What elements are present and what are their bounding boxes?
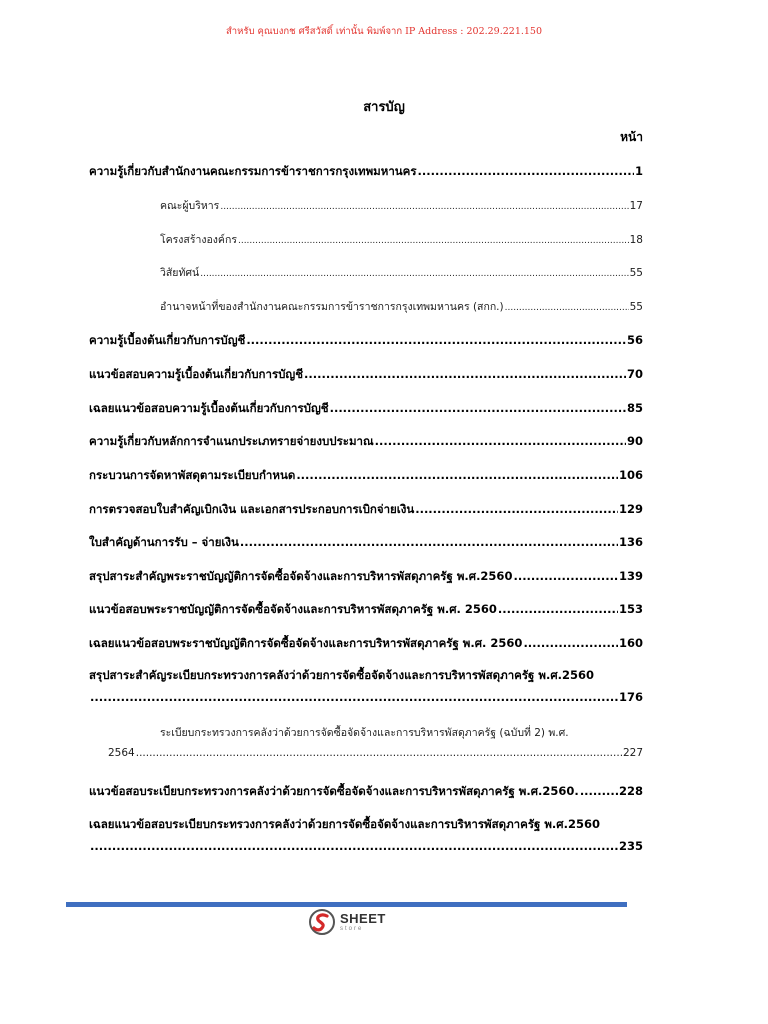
- toc-entry[interactable]: [89, 839, 643, 853]
- toc-entry-page: 136: [618, 535, 643, 549]
- toc-entry[interactable]: [89, 635, 643, 653]
- toc-entry-page: 55: [629, 267, 643, 279]
- dot-leader: [296, 468, 618, 482]
- toc-entry-label: วิสัยทัศน์: [160, 267, 200, 279]
- dot-leader: [330, 401, 626, 415]
- toc-entry[interactable]: [89, 400, 643, 418]
- dot-leader: [240, 535, 618, 549]
- dot-leader: [415, 502, 618, 516]
- dot-leader: [418, 164, 634, 178]
- sheet-store-logo: [308, 908, 408, 936]
- dot-leader: [580, 784, 618, 798]
- toc-entry-label: ความรู้เกี่ยวกับหลักการจำแนกประเภทรายจ่ายงบประมาณ: [89, 434, 374, 448]
- toc-entry-page: 153: [618, 602, 643, 616]
- toc-entry-page: 106: [618, 468, 643, 482]
- toc-entry-page: 228: [618, 784, 643, 798]
- toc-entry-page: 56: [626, 333, 643, 347]
- dot-leader: [90, 839, 618, 853]
- page-column-header: หน้า: [620, 130, 643, 144]
- toc-entry-label[interactable]: ระเบียบกระทรวงการคลังว่าด้วยการจัดซื้อจัดจ้างและการบริหารพัสดุภาครัฐ (ฉบับที่ 2) พ.ศ.: [160, 727, 569, 739]
- toc-entry-page: 1: [634, 164, 643, 178]
- toc-entry-page: 176: [618, 690, 643, 704]
- toc-entry-page: 235: [618, 839, 643, 853]
- toc-entry[interactable]: [89, 501, 643, 519]
- toc-entry-label: สรุปสาระสำคัญพระราชบัญญัติการจัดซื้อจัดจ้างและการบริหารพัสดุภาครัฐ พ.ศ.2560: [89, 569, 513, 583]
- dot-leader: [238, 234, 629, 246]
- toc-entry-label: แนวข้อสอบความรู้เบื้องต้นเกี่ยวกับการบัญชี: [89, 367, 304, 381]
- toc-entry-label: เฉลยแนวข้อสอบความรู้เบื้องต้นเกี่ยวกับการบัญชี: [89, 401, 329, 415]
- sheet-logo-icon: [308, 908, 336, 936]
- dot-leader: [505, 301, 629, 313]
- toc-subentry[interactable]: [108, 747, 643, 759]
- dot-leader: [220, 200, 628, 212]
- toc-entry-page: 70: [626, 367, 643, 381]
- toc-entry-label: การตรวจสอบใบสำคัญเบิกเงิน และเอกสารประกอบการเบิกจ่ายเงิน: [89, 502, 415, 516]
- toc-entry-page: 17: [629, 200, 643, 212]
- toc-entry-label-cont: 2564: [108, 747, 135, 759]
- toc-entry-page: 129: [618, 502, 643, 516]
- toc-entry[interactable]: [89, 534, 643, 552]
- toc-entry-page: 227: [622, 747, 643, 759]
- toc-entry-label[interactable]: เฉลยแนวข้อสอบระเบียบกระทรวงการคลังว่าด้วยการจัดซื้อจัดจ้างและการบริหารพัสดุภาครัฐ พ.ศ.2560: [89, 817, 600, 831]
- toc-entry-page: 85: [626, 401, 643, 415]
- dot-leader: [498, 602, 618, 616]
- dot-leader: [136, 747, 622, 759]
- page-title: สารบัญ: [363, 100, 405, 115]
- toc-entry[interactable]: [89, 783, 643, 801]
- toc-entry[interactable]: [89, 467, 643, 485]
- toc-entry[interactable]: [89, 366, 643, 384]
- toc-entry-label: แนวข้อสอบระเบียบกระทรวงการคลังว่าด้วยการจัดซื้อจัดจ้างและการบริหารพัสดุภาครัฐ พ.ศ.2560.: [89, 784, 579, 798]
- toc-entry-label: คณะผู้บริหาร: [160, 200, 220, 212]
- toc-entry-label[interactable]: สรุปสาระสำคัญระเบียบกระทรวงการคลังว่าด้วยการจัดซื้อจัดจ้างและการบริหารพัสดุภาครัฐ พ.ศ.2560: [89, 668, 595, 682]
- toc-entry-label: อำนาจหน้าที่ของสำนักงานคณะกรรมการข้าราชการกรุงเทพมหานคร (สกก.): [160, 301, 504, 313]
- footer-rule: [66, 902, 627, 907]
- toc-entry[interactable]: [89, 568, 643, 586]
- dot-leader: [375, 434, 626, 448]
- dot-leader: [304, 367, 626, 381]
- toc-entry-page: 18: [629, 234, 643, 246]
- toc-entry-page: 90: [626, 434, 643, 448]
- toc-entry-label: กระบวนการจัดหาพัสดุตามระเบียบกำหนด: [89, 468, 296, 482]
- toc-entry-label: โครงสร้างองค์กร: [160, 234, 237, 246]
- toc-entry-page: 139: [618, 569, 643, 583]
- toc-entry-label: แนวข้อสอบพระราชบัญญัติการจัดซื้อจัดจ้างและการบริหารพัสดุภาครัฐ พ.ศ. 2560: [89, 602, 497, 616]
- toc-subentry[interactable]: [160, 197, 643, 214]
- toc-entry[interactable]: [89, 433, 643, 451]
- toc-entry-label: ความรู้เบื้องต้นเกี่ยวกับการบัญชี: [89, 333, 246, 347]
- watermark-text: สำหรับ คุณบงกช ศรีสวัสดิ์ เท่านั้น พิมพ์จาก IP Address : 202.29.221.150: [225, 26, 543, 37]
- dot-leader: [513, 569, 618, 583]
- logo-name: SHEET: [340, 911, 386, 926]
- dot-leader: [523, 636, 618, 650]
- toc-entry[interactable]: [89, 690, 643, 704]
- dot-leader: [90, 690, 618, 704]
- dot-leader: [200, 267, 628, 279]
- toc-entry-label: เฉลยแนวข้อสอบพระราชบัญญัติการจัดซื้อจัดจ้างและการบริหารพัสดุภาครัฐ พ.ศ. 2560: [89, 636, 523, 650]
- toc-entry[interactable]: [89, 601, 643, 619]
- toc-entry-page: 160: [618, 636, 643, 650]
- toc-subentry[interactable]: [160, 298, 643, 315]
- dot-leader: [246, 333, 626, 347]
- toc-entry[interactable]: [89, 332, 643, 350]
- logo-subtitle: store: [340, 926, 364, 932]
- toc-subentry[interactable]: [160, 264, 643, 281]
- toc-subentry[interactable]: [160, 231, 643, 248]
- toc-entry[interactable]: [89, 163, 643, 181]
- toc-entry-label: ความรู้เกี่ยวกับสำนักงานคณะกรรมการข้าราชการกรุงเทพมหานคร: [89, 164, 417, 178]
- toc-entry-label: ใบสำคัญด้านการรับ – จ่ายเงิน: [89, 535, 239, 549]
- toc-entry-page: 55: [629, 301, 643, 313]
